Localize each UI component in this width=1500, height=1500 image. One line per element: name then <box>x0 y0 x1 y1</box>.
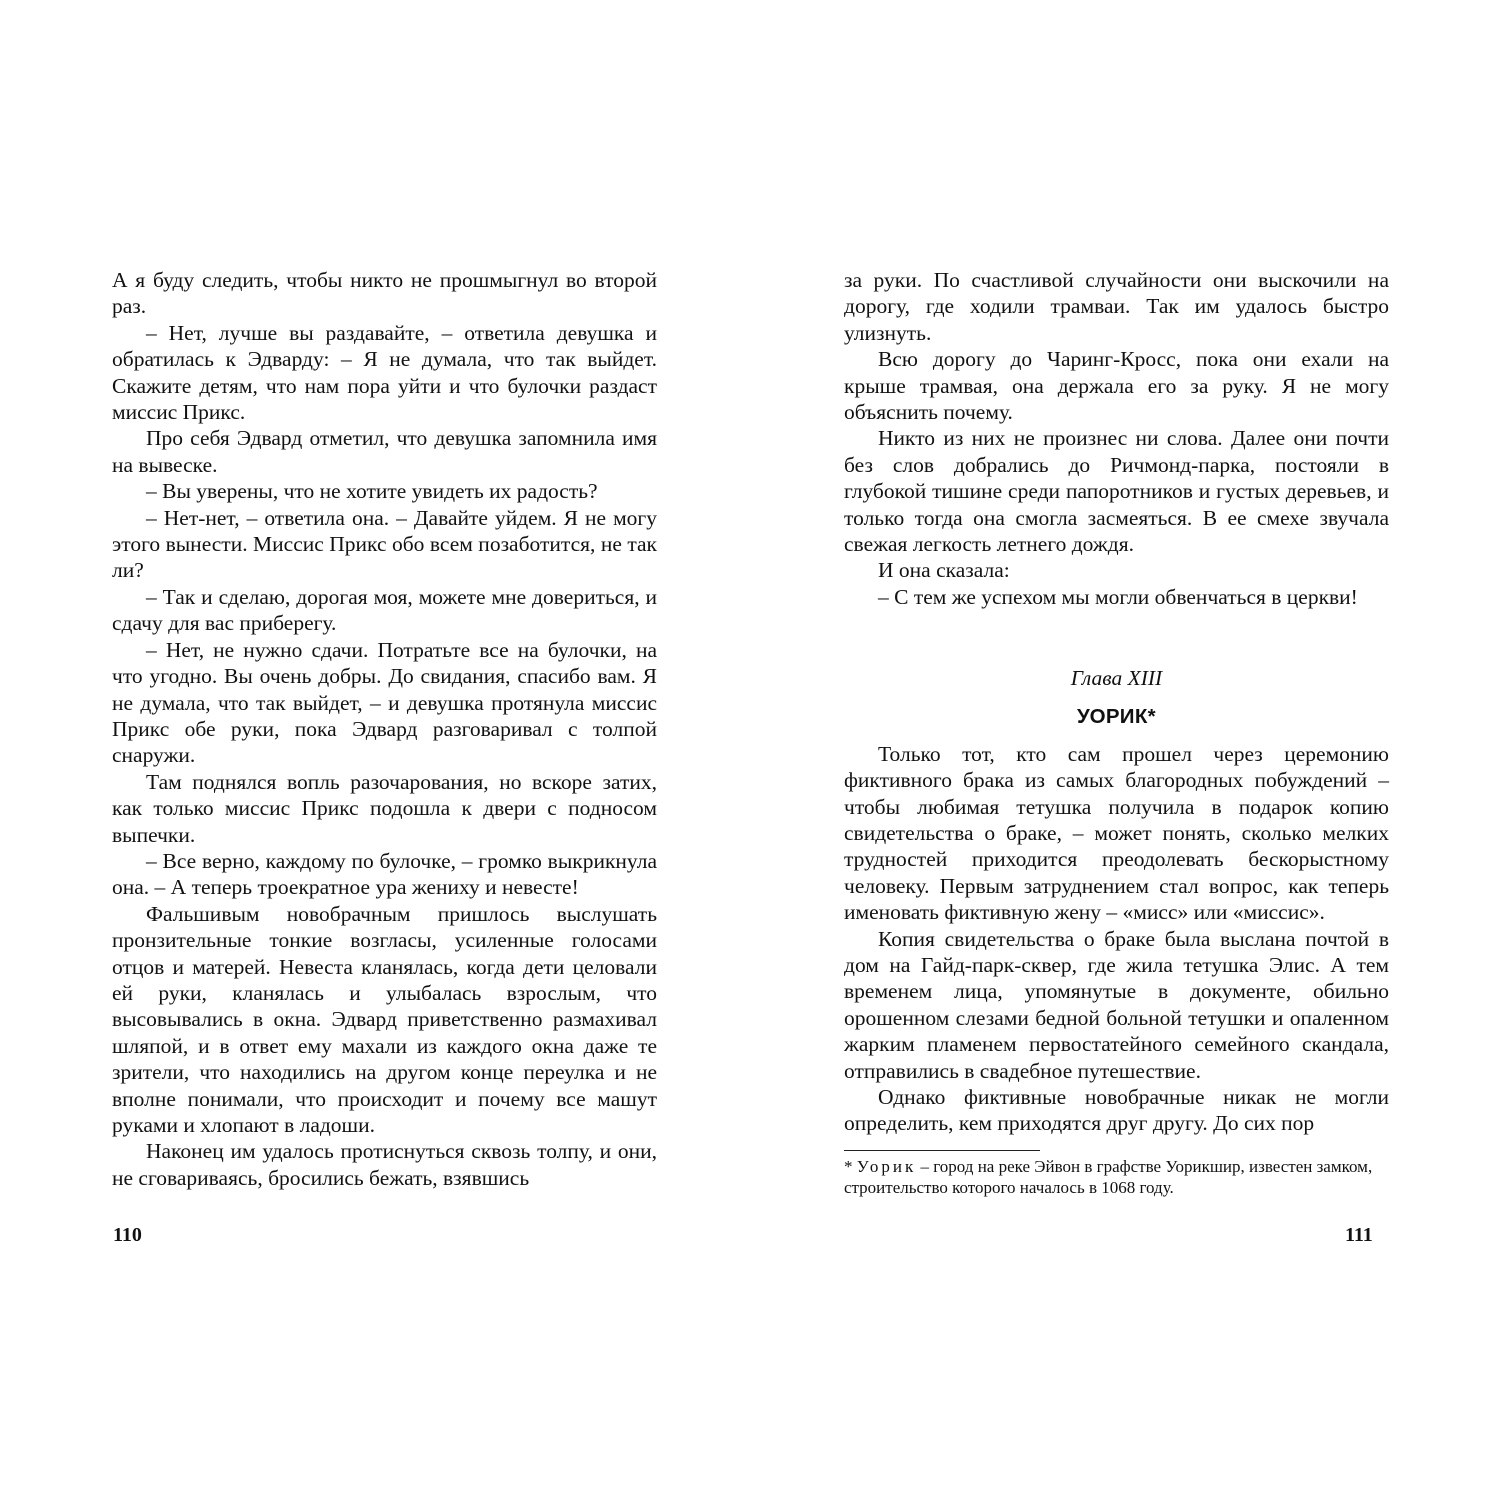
left-paragraph: – Нет-нет, – ответила она. – Давайте уйдем. Я не могу этого вынести. Миссис Прикс обо всем позаботится, не так ли? <box>112 505 657 583</box>
right-paragraph: Только тот, кто сам прошел через церемонию фиктивного брака из самых благородных побуждений – чтобы любимая тетушка получила в подарок копию свидетельства о браке, – может понять, сколько мелких трудностей приходится преодолевать бескорыстному человеку. Первым затруднением стал вопрос, как теперь именовать фиктивную жену – «мисс» или «миссис». <box>844 741 1389 925</box>
left-paragraph: А я буду следить, чтобы никто не прошмыгнул во второй раз. <box>112 268 657 319</box>
left-paragraph: – Так и сделаю, дорогая моя, можете мне довериться, и сдачу для вас приберегу. <box>112 584 657 636</box>
left-paragraph: – Все верно, каждому по булочке, – громко выкрикнула она. – А теперь троекратное ура жениху и невесте! <box>112 848 657 900</box>
right-paragraph: Однако фиктивные новобрачные никак не могли определить, кем приходятся друг другу. До сих пор <box>844 1084 1389 1136</box>
left-paragraph: – Вы уверены, что не хотите увидеть их радость? <box>146 479 598 504</box>
right-paragraph: Никто из них не произнес ни слова. Далее они почти без слов добрались до Ричмонд-парка, постояли в глубокой тишине среди папоротников и густых деревьев, и только тогда она смогла засмеяться. В ее смехе звучала свежая легкость летнего дождя. <box>844 426 1389 557</box>
page-number-right: 111 <box>1345 1224 1373 1246</box>
footnote-text: – город на реке Эйвон в графстве Уорикшир, известен замком, строительство которого началось в 1068 году. <box>844 1157 1373 1197</box>
right-page <box>844 267 1389 1137</box>
right-paragraph: И она сказала: <box>878 558 1010 583</box>
footnote-divider <box>844 1150 1040 1151</box>
chapter-label: Глава XIII <box>1070 666 1163 691</box>
footnote-marker: * <box>844 1157 857 1176</box>
left-paragraph: Про себя Эдвард отметил, что девушка запомнила имя на вывеске. <box>112 426 657 477</box>
left-paragraph: Фальшивым новобрачным пришлось выслушать пронзительные тонкие возгласы, усиленные голосами отцов и матерей. Невеста кланялась, когда дети целовали ей руки, кланялась и улыбалась взрослым, что высовывались в окна. Эдвард приветственно размахивал шляпой, и в ответ ему махали из каждого окна даже те зрители, что находились на другом конце переулка и не вполне понимали, что происходит и почему все машут руками и хлопают в ладоши. <box>112 901 657 1137</box>
chapter-title: УОРИК* <box>1077 704 1156 728</box>
right-paragraph: за руки. По счастливой случайности они выскочили на дорогу, где ходили трамваи. Так им удалось быстро улизнуть. <box>844 268 1389 345</box>
left-page <box>112 267 657 1191</box>
left-paragraph: Там поднялся вопль разочарования, но вскоре затих, как только миссис Прикс подошла к двери с подносом выпечки. <box>112 769 657 847</box>
left-paragraph: – Нет, не нужно сдачи. Потратьте все на булочки, на что угодно. Вы очень добры. До свидания, спасибо вам. Я не думала, что так выйдет, – и девушка протянула миссис Прикс обе руки, пока Эдвард разговаривал с толпой снаружи. <box>112 637 657 768</box>
right-paragraph: – С тем же успехом мы могли обвенчаться в церкви! <box>878 584 1358 609</box>
right-paragraph: Копия свидетельства о браке была выслана почтой в дом на Гайд-парк-сквер, где жила тетушка Элис. А тем временем лица, упомянутые в документе, обильно орошенном слезами бедной больной тетушки и опаленном жарким пламенем первостатейного семейного скандала, отправились в свадебное путешествие. <box>844 926 1389 1083</box>
page-number-left: 110 <box>113 1224 142 1246</box>
footnote <box>844 1156 1389 1198</box>
left-paragraph: – Нет, лучше вы раздавайте, – ответила девушка и обратилась к Эдварду: – Я не думала, что так выйдет. Скажите детям, что нам пора уйти и что булочки раздаст миссис Прикс. <box>112 320 657 425</box>
left-paragraph: Наконец им удалось протиснуться сквозь толпу, и они, не сговариваясь, бросились бежать, взявшись <box>112 1139 657 1190</box>
right-paragraph: Всю дорогу до Чаринг-Кросс, пока они ехали на крыше трамвая, она держала его за руку. Я не могу объяснить почему. <box>844 347 1389 425</box>
footnote-term: Уорик <box>856 1157 917 1176</box>
